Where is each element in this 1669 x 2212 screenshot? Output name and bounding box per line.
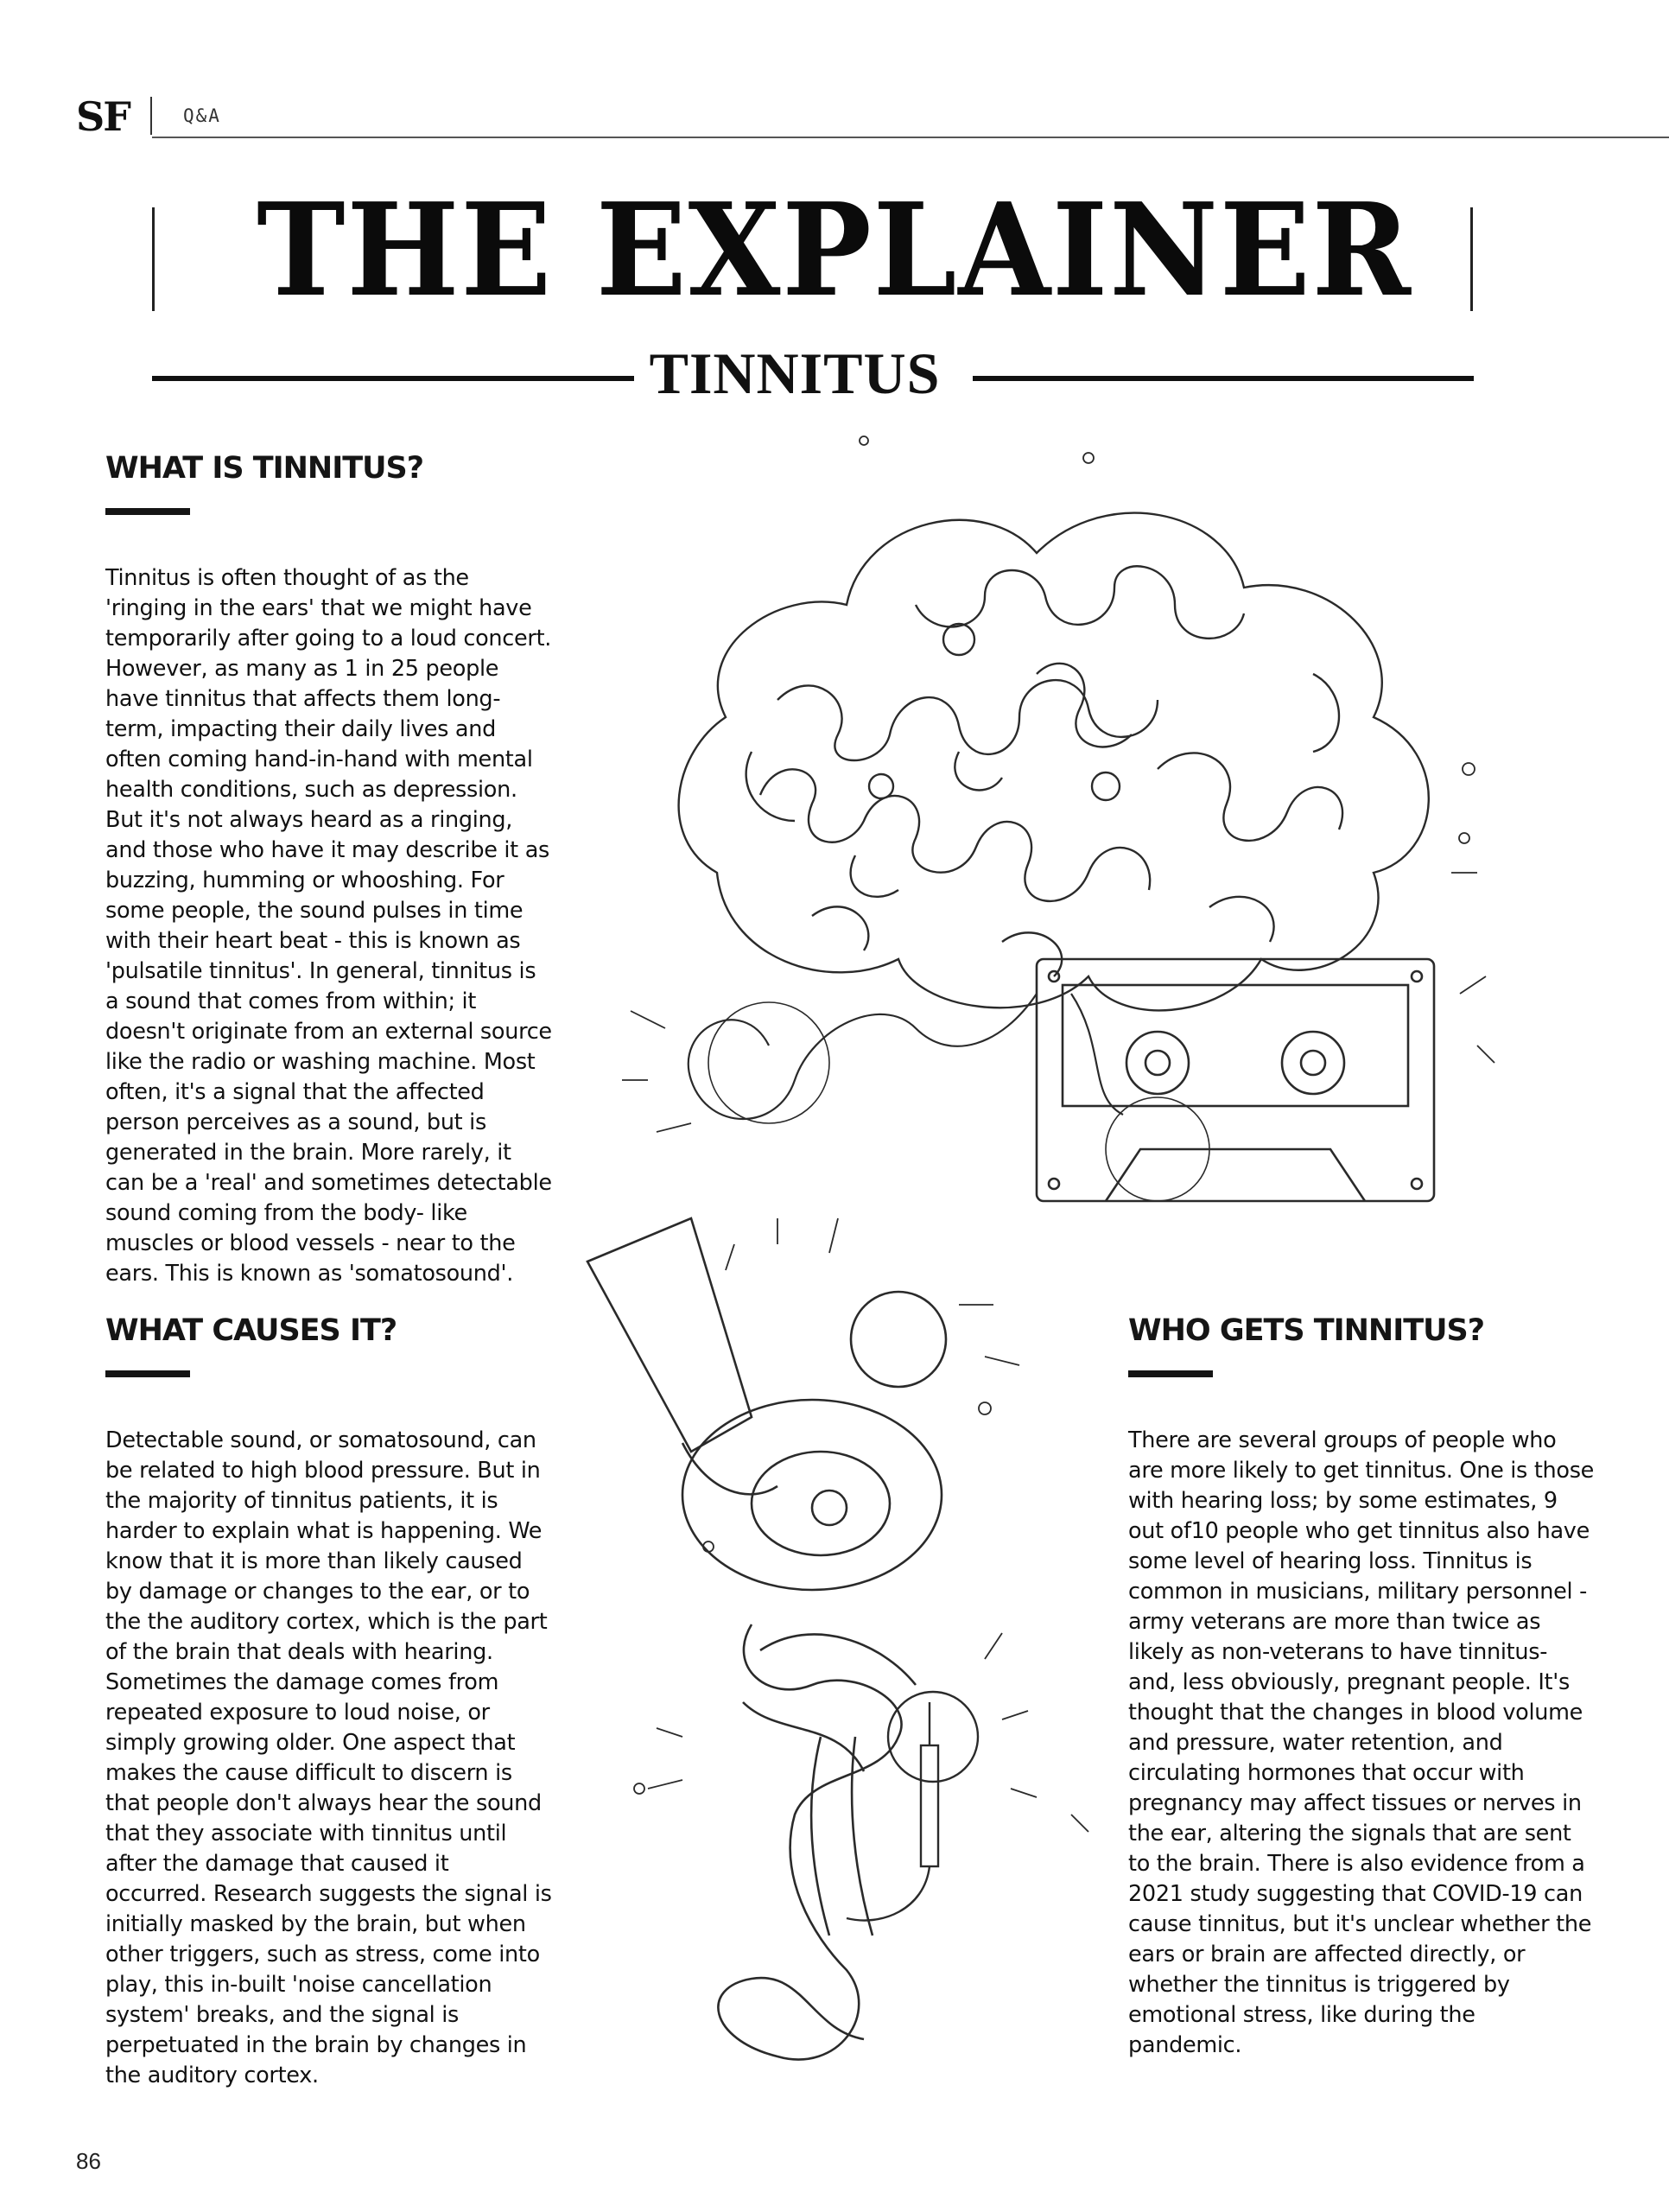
- page-subtitle: TINNITUS: [649, 340, 941, 406]
- subtitle-rule-left: [152, 376, 634, 381]
- section-heading: WHAT IS TINNITUS?: [105, 451, 424, 486]
- subtitle-rule-right: [973, 376, 1474, 381]
- heading-underline: [1128, 1370, 1213, 1377]
- section-label: Q&A: [183, 105, 221, 126]
- tape-unspooled-icon: [587, 1218, 946, 2060]
- tape-ribbon-icon: [689, 994, 1123, 1119]
- section-body: There are several groups of people who are more likely to get tinnitus. One is those with hearing loss; by some estimates, 9 out of10 people who get tinnitus also have some level of hearing loss. Tinnitus is common in musicians, military personnel - army veterans are more than twice as likely as non-veterans to have tinnitus- and, less obviously, pregnant people. It's thought that the changes in blood volume and pressure, water retention, and circulating hormones that occur with pregnancy may affect tissues or nerves in the ear, altering the signals that are sent to the brain. There is also evidence from a 2021 study suggesting that COVID-19 can cause tinnitus, but it's unclear whether the ears or brain are affected directly, or whether the tinnitus is triggered by emotional stress, like during the pandemic.: [1128, 1427, 1595, 2058]
- header-rule: [152, 137, 1669, 138]
- section-body: Detectable sound, or somatosound, can be related to high blood pressure. But in the majority of tinnitus patients, it is harder to explain what is happening. We know that it is more than likely caused by damage or changes to the ear, or to the the auditory cortex, which is the part of the brain that deals with hearing. Sometimes the damage comes from repeated exposure to loud noise, or simply growing older. One aspect that makes the cause difficult to discern is that people don't always hear the sound that they associate with tinnitus until after the damage that caused it occurred. Research suggests the signal is initially masked by the brain, but when other triggers, such as stress, come into play, this in-built 'noise cancellation system' breaks, and the signal is perpetuated in the brain by changes in the auditory cortex.: [105, 1427, 552, 2088]
- page-number: 86: [76, 2148, 101, 2174]
- section-body: Tinnitus is often thought of as the 'ringing in the ears' that we might have temporarily after going to a loud concert. However, as many as 1 in 25 people have tinnitus that affects them long-term, impacting their daily lives and often coming hand-in-hand with mental health conditions, such as depression. But it's not always heard as a ringing, and those who have it may describe it as buzzing, humming or whooshing. For some people, the sound pulses in time with their heart beat - this is known as 'pulsatile tinnitus'. In general, tinnitus is a sound that comes from within; it doesn't originate from an external source like the radio or washing machine. Most often, it's a signal that the affected person perceives as a sound, but is generated in the brain. More rarely, it can be a 'real' and sometimes detectable sound coming from the body- like muscles or blood vessels - near to the ears. This is known as 'somatosound'.: [105, 565, 552, 1287]
- masthead-logo: SF: [76, 93, 130, 140]
- brain-sketch-icon: [679, 513, 1429, 1011]
- section-what-causes: [105, 1313, 555, 2091]
- headphone-jack-icon: [847, 1692, 978, 1921]
- section-who-gets: [1128, 1313, 1595, 2061]
- heading-underline: [105, 1370, 190, 1377]
- header-divider: [150, 97, 152, 135]
- page-title: THE EXPLAINER: [257, 175, 1412, 325]
- section-heading: WHAT CAUSES IT?: [105, 1313, 397, 1348]
- section-heading: WHO GETS TINNITUS?: [1128, 1313, 1485, 1348]
- cassette-tape-icon: [1037, 959, 1434, 1201]
- section-what-is: [105, 451, 555, 1289]
- heading-underline: [105, 508, 190, 515]
